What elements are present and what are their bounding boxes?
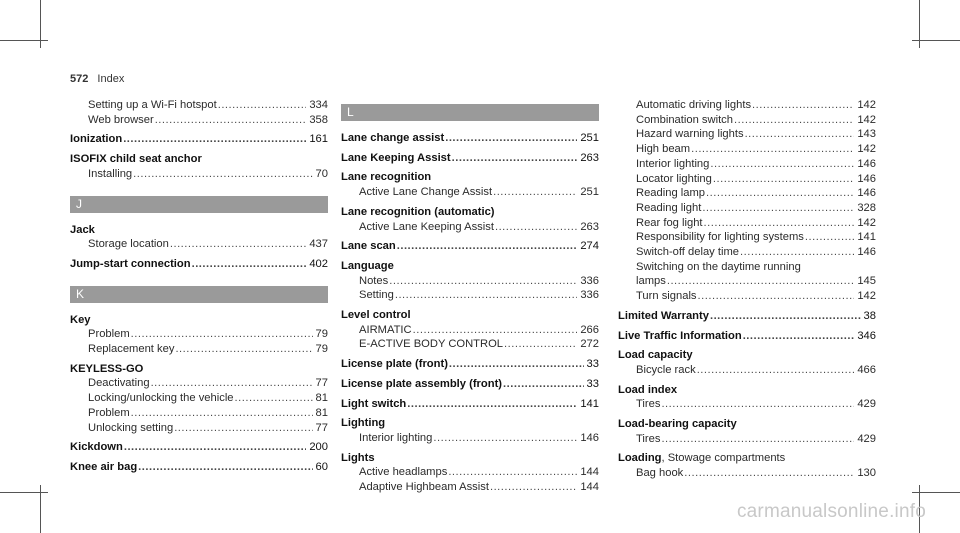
page-ref-link[interactable]: 200	[309, 441, 328, 454]
index-subentry[interactable]	[341, 337, 599, 352]
leader-dots	[752, 98, 854, 113]
page-ref-link[interactable]: 263	[580, 220, 599, 233]
index-column-1	[70, 98, 328, 475]
leader-dots	[235, 391, 313, 406]
page-ref-link[interactable]: 146	[857, 187, 876, 200]
index-heading: Load capacity	[618, 349, 693, 362]
page-ref-link[interactable]: 142	[857, 113, 876, 126]
page-ref-link[interactable]: 145	[857, 275, 876, 288]
index-subentry-label: Switching on the daytime running	[636, 260, 801, 273]
entry-label: Knee air bag	[70, 460, 138, 473]
index-subentry[interactable]	[70, 113, 328, 128]
index-subentry[interactable]	[341, 480, 599, 495]
index-heading: ISOFIX child seat anchor	[70, 153, 202, 166]
leader-dots	[743, 329, 855, 344]
leader-dots	[805, 230, 854, 245]
index-heading: Lane recognition (automatic)	[341, 205, 495, 218]
index-subentry[interactable]	[341, 323, 599, 338]
page-ref-link[interactable]: 336	[580, 289, 599, 302]
entry-label: Web browser	[88, 113, 154, 126]
page-ref-link[interactable]: 328	[857, 201, 876, 214]
leader-dots	[710, 309, 861, 324]
index-subentry[interactable]	[70, 237, 328, 252]
entry-label: Combination switch	[636, 113, 734, 126]
index-subentry[interactable]	[618, 274, 876, 289]
entry-label: Storage location	[88, 238, 169, 251]
entry-label: Active Lane Change Assist	[359, 186, 493, 199]
leader-dots	[155, 113, 307, 128]
leader-dots	[170, 237, 306, 252]
index-subentry[interactable]	[70, 406, 328, 421]
entry-label: Setting	[359, 289, 394, 302]
entry-label: Automatic driving lights	[636, 99, 752, 111]
page-ref-link[interactable]: 272	[580, 338, 599, 351]
entry-label: Interior lighting	[359, 431, 433, 444]
leader-dots	[218, 98, 307, 113]
page-ref-link[interactable]: 146	[857, 172, 876, 185]
entry-label: Replacement key	[88, 343, 175, 356]
index-entry[interactable]	[618, 329, 876, 344]
entry-label: Live Traffic Information	[618, 329, 742, 342]
index-heading: Key	[70, 313, 91, 326]
page-ref-link[interactable]: 274	[580, 240, 599, 253]
page-ref-link[interactable]: 70	[315, 167, 328, 180]
leader-dots	[710, 157, 854, 172]
leader-dots	[131, 327, 313, 342]
crop-mark	[912, 40, 960, 41]
index-subentry[interactable]	[341, 274, 599, 289]
section-letter-header: K	[70, 286, 328, 303]
leader-dots	[395, 288, 577, 303]
page-ref-link[interactable]: 143	[857, 128, 876, 141]
entry-label: Installing	[88, 167, 133, 180]
page-ref-link[interactable]: 130	[857, 467, 876, 480]
leader-dots	[691, 142, 854, 157]
leader-dots	[133, 167, 312, 182]
leader-dots	[713, 172, 854, 187]
leader-dots	[493, 185, 577, 200]
leader-dots	[397, 239, 578, 254]
leader-dots	[452, 151, 578, 166]
index-subentry[interactable]	[618, 289, 876, 304]
leader-dots	[192, 257, 307, 272]
index-subentry[interactable]	[618, 172, 876, 187]
entry-label: Deactivating	[88, 377, 150, 390]
page-ref-link[interactable]: 346	[857, 329, 876, 342]
page-ref-link[interactable]: 466	[857, 363, 876, 376]
leader-dots	[433, 431, 577, 446]
leader-dots	[138, 460, 312, 475]
leader-dots	[740, 245, 854, 260]
page-ref-link[interactable]: 251	[580, 186, 599, 199]
entry-label: Reading lamp	[636, 187, 706, 200]
entry-label: Turn signals	[636, 290, 697, 303]
index-column-3	[618, 98, 876, 481]
index-subentry[interactable]	[70, 421, 328, 436]
leader-dots	[661, 432, 854, 447]
index-heading: KEYLESS-GO	[70, 362, 144, 375]
entry-label: Rear fog light	[636, 216, 703, 229]
index-entry[interactable]	[618, 309, 876, 324]
page-title: Index	[97, 73, 125, 85]
index-subentry[interactable]	[618, 98, 876, 113]
page-ref-link[interactable]: 38	[863, 309, 876, 322]
page-ref-link[interactable]: 77	[315, 377, 328, 390]
crop-mark	[912, 492, 960, 493]
index-subentry[interactable]	[618, 363, 876, 378]
page-ref-link[interactable]: 437	[309, 238, 328, 251]
entry-label: Unlocking setting	[88, 421, 174, 434]
index-column-2	[341, 104, 599, 495]
index-heading-label: Loading	[618, 452, 662, 465]
entry-label: Limited Warranty	[618, 309, 709, 322]
index-heading: Language	[341, 259, 394, 272]
index-subentry[interactable]	[618, 142, 876, 157]
page-ref-link[interactable]: 144	[580, 481, 599, 494]
leader-dots	[704, 216, 855, 231]
leader-dots	[413, 323, 578, 338]
entry-label: Reading light	[636, 201, 702, 214]
page-ref-link[interactable]: 263	[580, 151, 599, 164]
entry-label: Active Lane Keeping Assist	[359, 220, 494, 233]
index-subentry[interactable]	[618, 186, 876, 201]
entry-label: lamps	[636, 275, 666, 288]
page-ref-link[interactable]: 79	[315, 328, 328, 341]
page-ref-link[interactable]: 141	[857, 231, 876, 244]
index-subentry[interactable]	[618, 201, 876, 216]
leader-dots	[702, 201, 854, 216]
index-subentry[interactable]	[618, 397, 876, 412]
leader-dots	[495, 220, 577, 235]
page-ref-link[interactable]: 402	[309, 257, 328, 270]
index-subentry[interactable]	[618, 157, 876, 172]
page-ref-link[interactable]: 146	[857, 157, 876, 170]
entry-label: License plate (front)	[341, 358, 448, 371]
page-ref-link[interactable]: 334	[309, 99, 328, 111]
leader-dots	[734, 113, 854, 128]
entry-label: Active headlamps	[359, 466, 448, 479]
index-entry[interactable]	[341, 239, 599, 254]
page-ref-link[interactable]: 81	[315, 406, 328, 419]
page-ref-link[interactable]: 79	[315, 343, 328, 356]
page-ref-link[interactable]: 266	[580, 323, 599, 336]
index-subentry[interactable]	[341, 465, 599, 480]
index-subentry[interactable]	[618, 245, 876, 260]
index-subentry[interactable]	[618, 127, 876, 142]
entry-label: Tires	[636, 432, 661, 445]
index-subentry[interactable]	[70, 391, 328, 406]
page-ref-link[interactable]: 141	[580, 397, 599, 410]
leader-dots	[389, 274, 577, 289]
index-subentry[interactable]	[618, 216, 876, 231]
page-ref-link[interactable]: 33	[586, 358, 599, 371]
index-heading: Load-bearing capacity	[618, 418, 737, 431]
index-heading-subtext: , Stowage compartments	[661, 452, 786, 465]
index-subentry[interactable]	[70, 327, 328, 342]
leader-dots	[448, 465, 577, 480]
entry-label: Lane change assist	[341, 132, 445, 144]
entry-label: Kickdown	[70, 441, 123, 454]
entry-label: Light switch	[341, 397, 407, 410]
leader-dots	[445, 131, 577, 146]
index-subentry[interactable]	[618, 230, 876, 245]
entry-label: Bag hook	[636, 467, 684, 480]
leader-dots	[698, 289, 855, 304]
page-number: 572	[70, 73, 89, 85]
index-heading: Load index	[618, 383, 678, 396]
watermark: carmanualsonline.info	[736, 501, 926, 522]
index-heading: Jack	[70, 223, 95, 236]
entry-label: Locking/unlocking the vehicle	[88, 392, 234, 405]
index-entry[interactable]	[70, 132, 328, 147]
entry-label: High beam	[636, 143, 691, 156]
page-ref-link[interactable]: 142	[857, 290, 876, 303]
page-ref-link[interactable]: 161	[309, 133, 328, 146]
leader-dots	[503, 377, 584, 392]
page-ref-link[interactable]: 358	[309, 113, 328, 126]
index-subentry[interactable]	[70, 342, 328, 357]
entry-label: AIRMATIC	[359, 323, 412, 336]
index-subentry[interactable]	[618, 432, 876, 447]
index-entry[interactable]	[341, 151, 599, 166]
entry-label: Adaptive Highbeam Assist	[359, 481, 489, 494]
entry-label: Problem	[88, 406, 130, 419]
index-subentry[interactable]	[70, 98, 328, 113]
index-subentry[interactable]	[341, 431, 599, 446]
leader-dots	[504, 337, 577, 352]
crop-mark	[0, 492, 48, 493]
page-ref-link[interactable]: 81	[315, 392, 328, 405]
index-entry[interactable]	[341, 131, 599, 146]
page-ref-link[interactable]: 429	[857, 398, 876, 411]
page-ref-link[interactable]: 146	[857, 246, 876, 259]
index-subentry[interactable]	[341, 288, 599, 303]
page-ref-link[interactable]: 77	[315, 421, 328, 434]
entry-label: Locator lighting	[636, 172, 712, 185]
index-subentry-wrap	[618, 260, 876, 275]
entry-label: Responsibility for lighting systems	[636, 231, 804, 244]
leader-dots	[684, 466, 854, 481]
index-subentry[interactable]	[341, 185, 599, 200]
page-ref-link[interactable]: 33	[586, 377, 599, 390]
leader-dots	[661, 397, 854, 412]
index-subentry[interactable]	[70, 376, 328, 391]
leader-dots	[131, 406, 313, 421]
entry-label: Switch-off delay time	[636, 246, 740, 259]
page-ref-link[interactable]: 142	[857, 143, 876, 156]
page-ref-link[interactable]: 142	[857, 99, 876, 111]
leader-dots	[174, 421, 312, 436]
entry-label: Ionization	[70, 133, 123, 146]
leader-dots	[697, 363, 855, 378]
leader-dots	[123, 132, 306, 147]
entry-label: Hazard warning lights	[636, 128, 744, 141]
page-ref-link[interactable]: 336	[580, 274, 599, 287]
leader-dots	[407, 397, 577, 412]
index-entry[interactable]	[341, 397, 599, 412]
entry-label: Tires	[636, 398, 661, 411]
index-entry[interactable]	[70, 460, 328, 475]
index-heading: Lighting	[341, 417, 386, 430]
leader-dots	[706, 186, 854, 201]
index-entry[interactable]	[341, 377, 599, 392]
page-header	[70, 73, 124, 85]
entry-label: Problem	[88, 328, 130, 341]
page-ref-link[interactable]: 60	[315, 460, 328, 473]
page-ref-link[interactable]: 146	[580, 431, 599, 444]
leader-dots	[745, 127, 855, 142]
page-ref-link[interactable]: 144	[580, 466, 599, 479]
index-entry[interactable]	[70, 257, 328, 272]
crop-mark	[0, 40, 48, 41]
entry-label: License plate assembly (front)	[341, 377, 503, 390]
entry-label: Lane Keeping Assist	[341, 151, 451, 164]
entry-label: E-ACTIVE BODY CONTROL	[359, 338, 504, 351]
page-ref-link[interactable]: 429	[857, 432, 876, 445]
index-subentry[interactable]	[70, 167, 328, 182]
index-entry[interactable]	[70, 440, 328, 455]
entry-label: Lane scan	[341, 240, 396, 253]
leader-dots	[490, 480, 577, 495]
leader-dots	[175, 342, 312, 357]
index-entry[interactable]	[341, 357, 599, 372]
index-heading: Lane recognition	[341, 171, 432, 184]
index-subentry[interactable]	[618, 466, 876, 481]
leader-dots	[151, 376, 313, 391]
page-ref-link[interactable]: 142	[857, 216, 876, 229]
index-heading	[618, 451, 876, 466]
index-heading: Level control	[341, 309, 411, 322]
entry-label: Bicycle rack	[636, 363, 696, 376]
entry-label: Interior lighting	[636, 157, 710, 170]
section-letter-header: L	[341, 104, 599, 121]
entry-label: Setting up a Wi-Fi hotspot	[88, 99, 217, 111]
index-subentry[interactable]	[618, 113, 876, 128]
index-heading: Lights	[341, 451, 375, 464]
index-subentry[interactable]	[341, 220, 599, 235]
leader-dots	[124, 440, 306, 455]
leader-dots	[449, 357, 584, 372]
entry-label: Jump-start connection	[70, 257, 191, 270]
entry-label: Notes	[359, 274, 389, 287]
leader-dots	[667, 274, 854, 289]
section-letter-header: J	[70, 196, 328, 213]
page-ref-link[interactable]: 251	[580, 132, 599, 144]
